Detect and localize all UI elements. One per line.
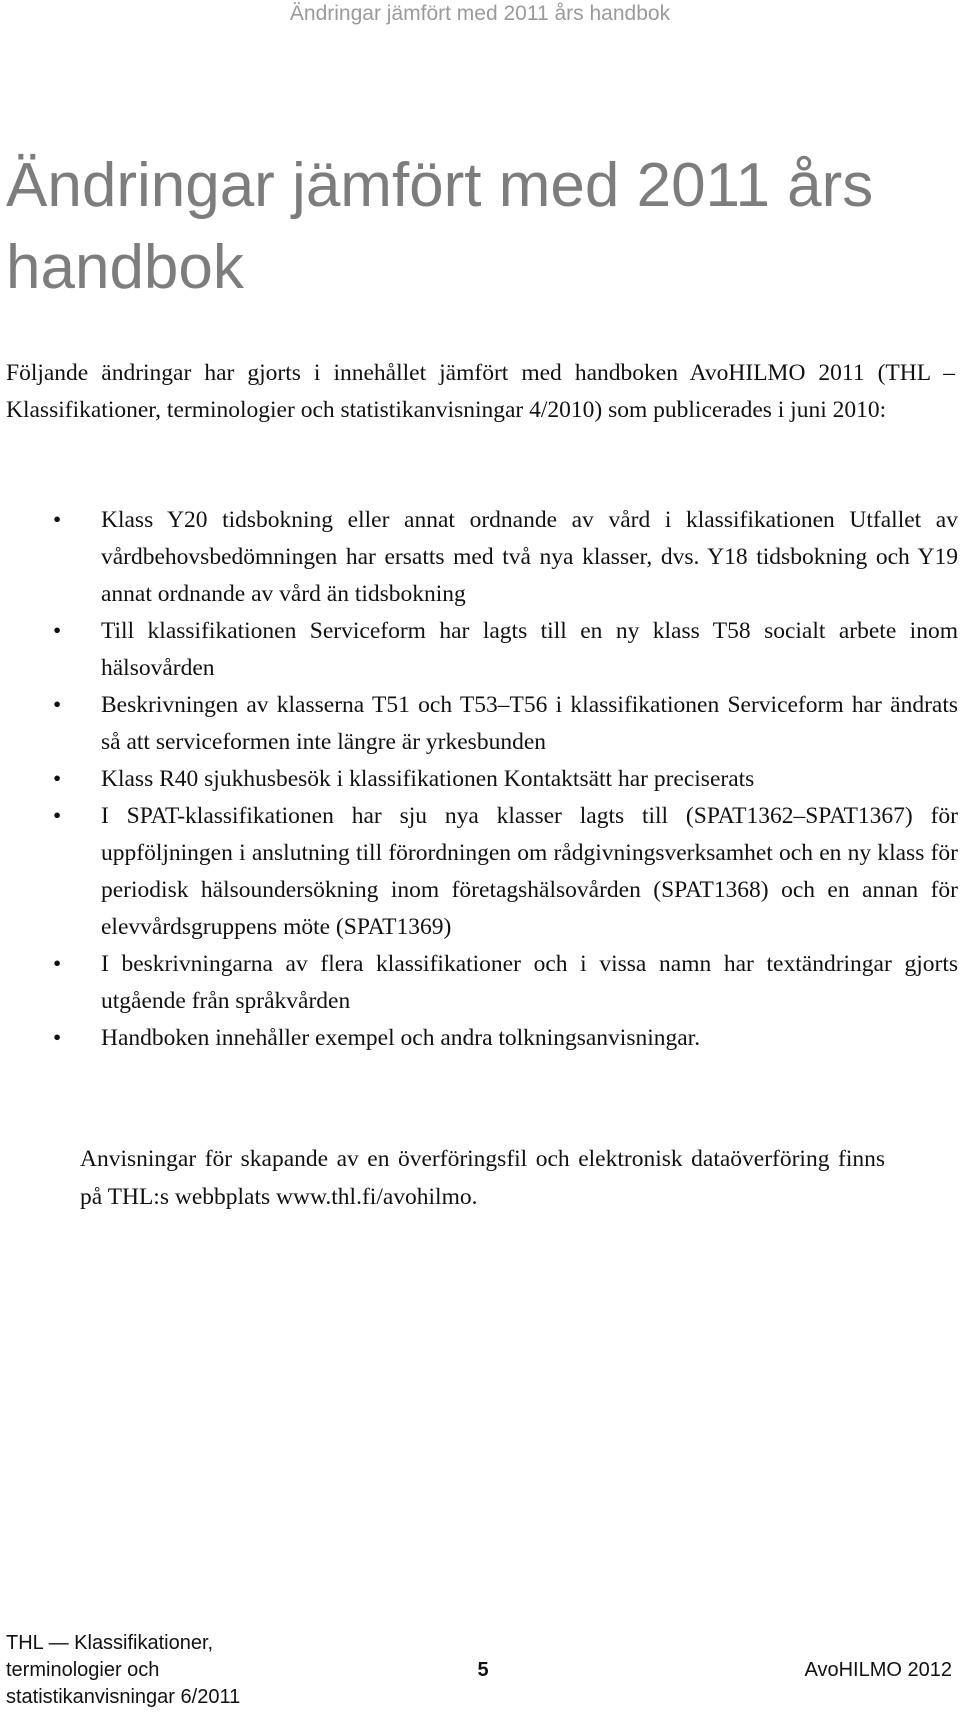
page-number: 5 [477,1659,489,1681]
bullet-icon: • [53,951,62,977]
bullet-icon: • [53,692,62,718]
list-item-text: I beskrivningarna av flera klassifikationer och i vissa namn har textändringar gjorts utgående från språkvården [101,951,958,1014]
bullet-icon: • [53,1025,62,1051]
list-item-text: I SPAT-klassifikationen har sju nya klasser lagts till (SPAT1362–SPAT1367) för uppföljningen i anslutning till förordningen om rådgivningsverksamhet och en ny klass för periodisk hälsoundersökning inom företagshälsovården (SPAT1368) och en annan för elevvårdsgruppens möte (SPAT1369) [101,803,958,940]
bullet-icon: • [53,766,62,792]
list-item [53,1020,958,1057]
intro-paragraph: Följande ändringar har gjorts i innehållet jämfört med handboken AvoHILMO 2011 (THL – Klassifikationer, terminologier och statistikanvisningar 4/2010) som publicerades i juni 2010: [6,360,955,423]
footer-publisher-line: statistikanvisningar 6/2011 [6,1686,241,1708]
bullet-icon: • [53,803,62,829]
list-item-text: Klass R40 sjukhusbesök i klassifikationen Kontaktsätt har preciserats [101,766,755,792]
bullet-icon: • [53,618,62,644]
list-item [53,687,958,761]
running-header: Ändringar jämfört med 2011 års handbok [289,2,671,25]
list-item [53,798,958,946]
footer-publisher [6,1630,326,1711]
list-item [53,502,958,613]
changes-list [53,502,958,1057]
list-item-text: Klass Y20 tidsbokning eller annat ordnande av vård i klassifikationen Utfallet av vårdbehovsbedömningen har ersatts med två nya klasser, dvs. Y18 tidsbokning och Y19 annat ordnande av vård än tidsbokning [101,507,958,607]
bullet-icon: • [53,507,62,533]
footer-publisher-line: THL — Klassifikationer, [6,1632,214,1654]
footer-publication: AvoHILMO 2012 [804,1659,952,1681]
list-item [53,613,958,687]
list-item-text: Beskrivningen av klasserna T51 och T53–T56 i klassifikationen Serviceform har ändrats så att serviceformen inte längre är yrkesbunden [101,692,958,755]
footer-publisher-line: terminologier och [6,1659,160,1681]
outro-paragraph: Anvisningar för skapande av en överföringsfil och elektronisk dataöverföring finns på THL:s webbplats www.thl.fi/avohilmo. [80,1146,885,1210]
list-item-text: Handboken innehåller exempel och andra tolkningsanvisningar. [101,1025,701,1051]
list-item [53,946,958,1020]
page-title: Ändringar jämfört med 2011 års handbok [6,151,874,302]
list-item-text: Till klassifikationen Serviceform har lagts till en ny klass T58 socialt arbete inom hälsovården [101,618,958,681]
list-item [53,761,958,798]
